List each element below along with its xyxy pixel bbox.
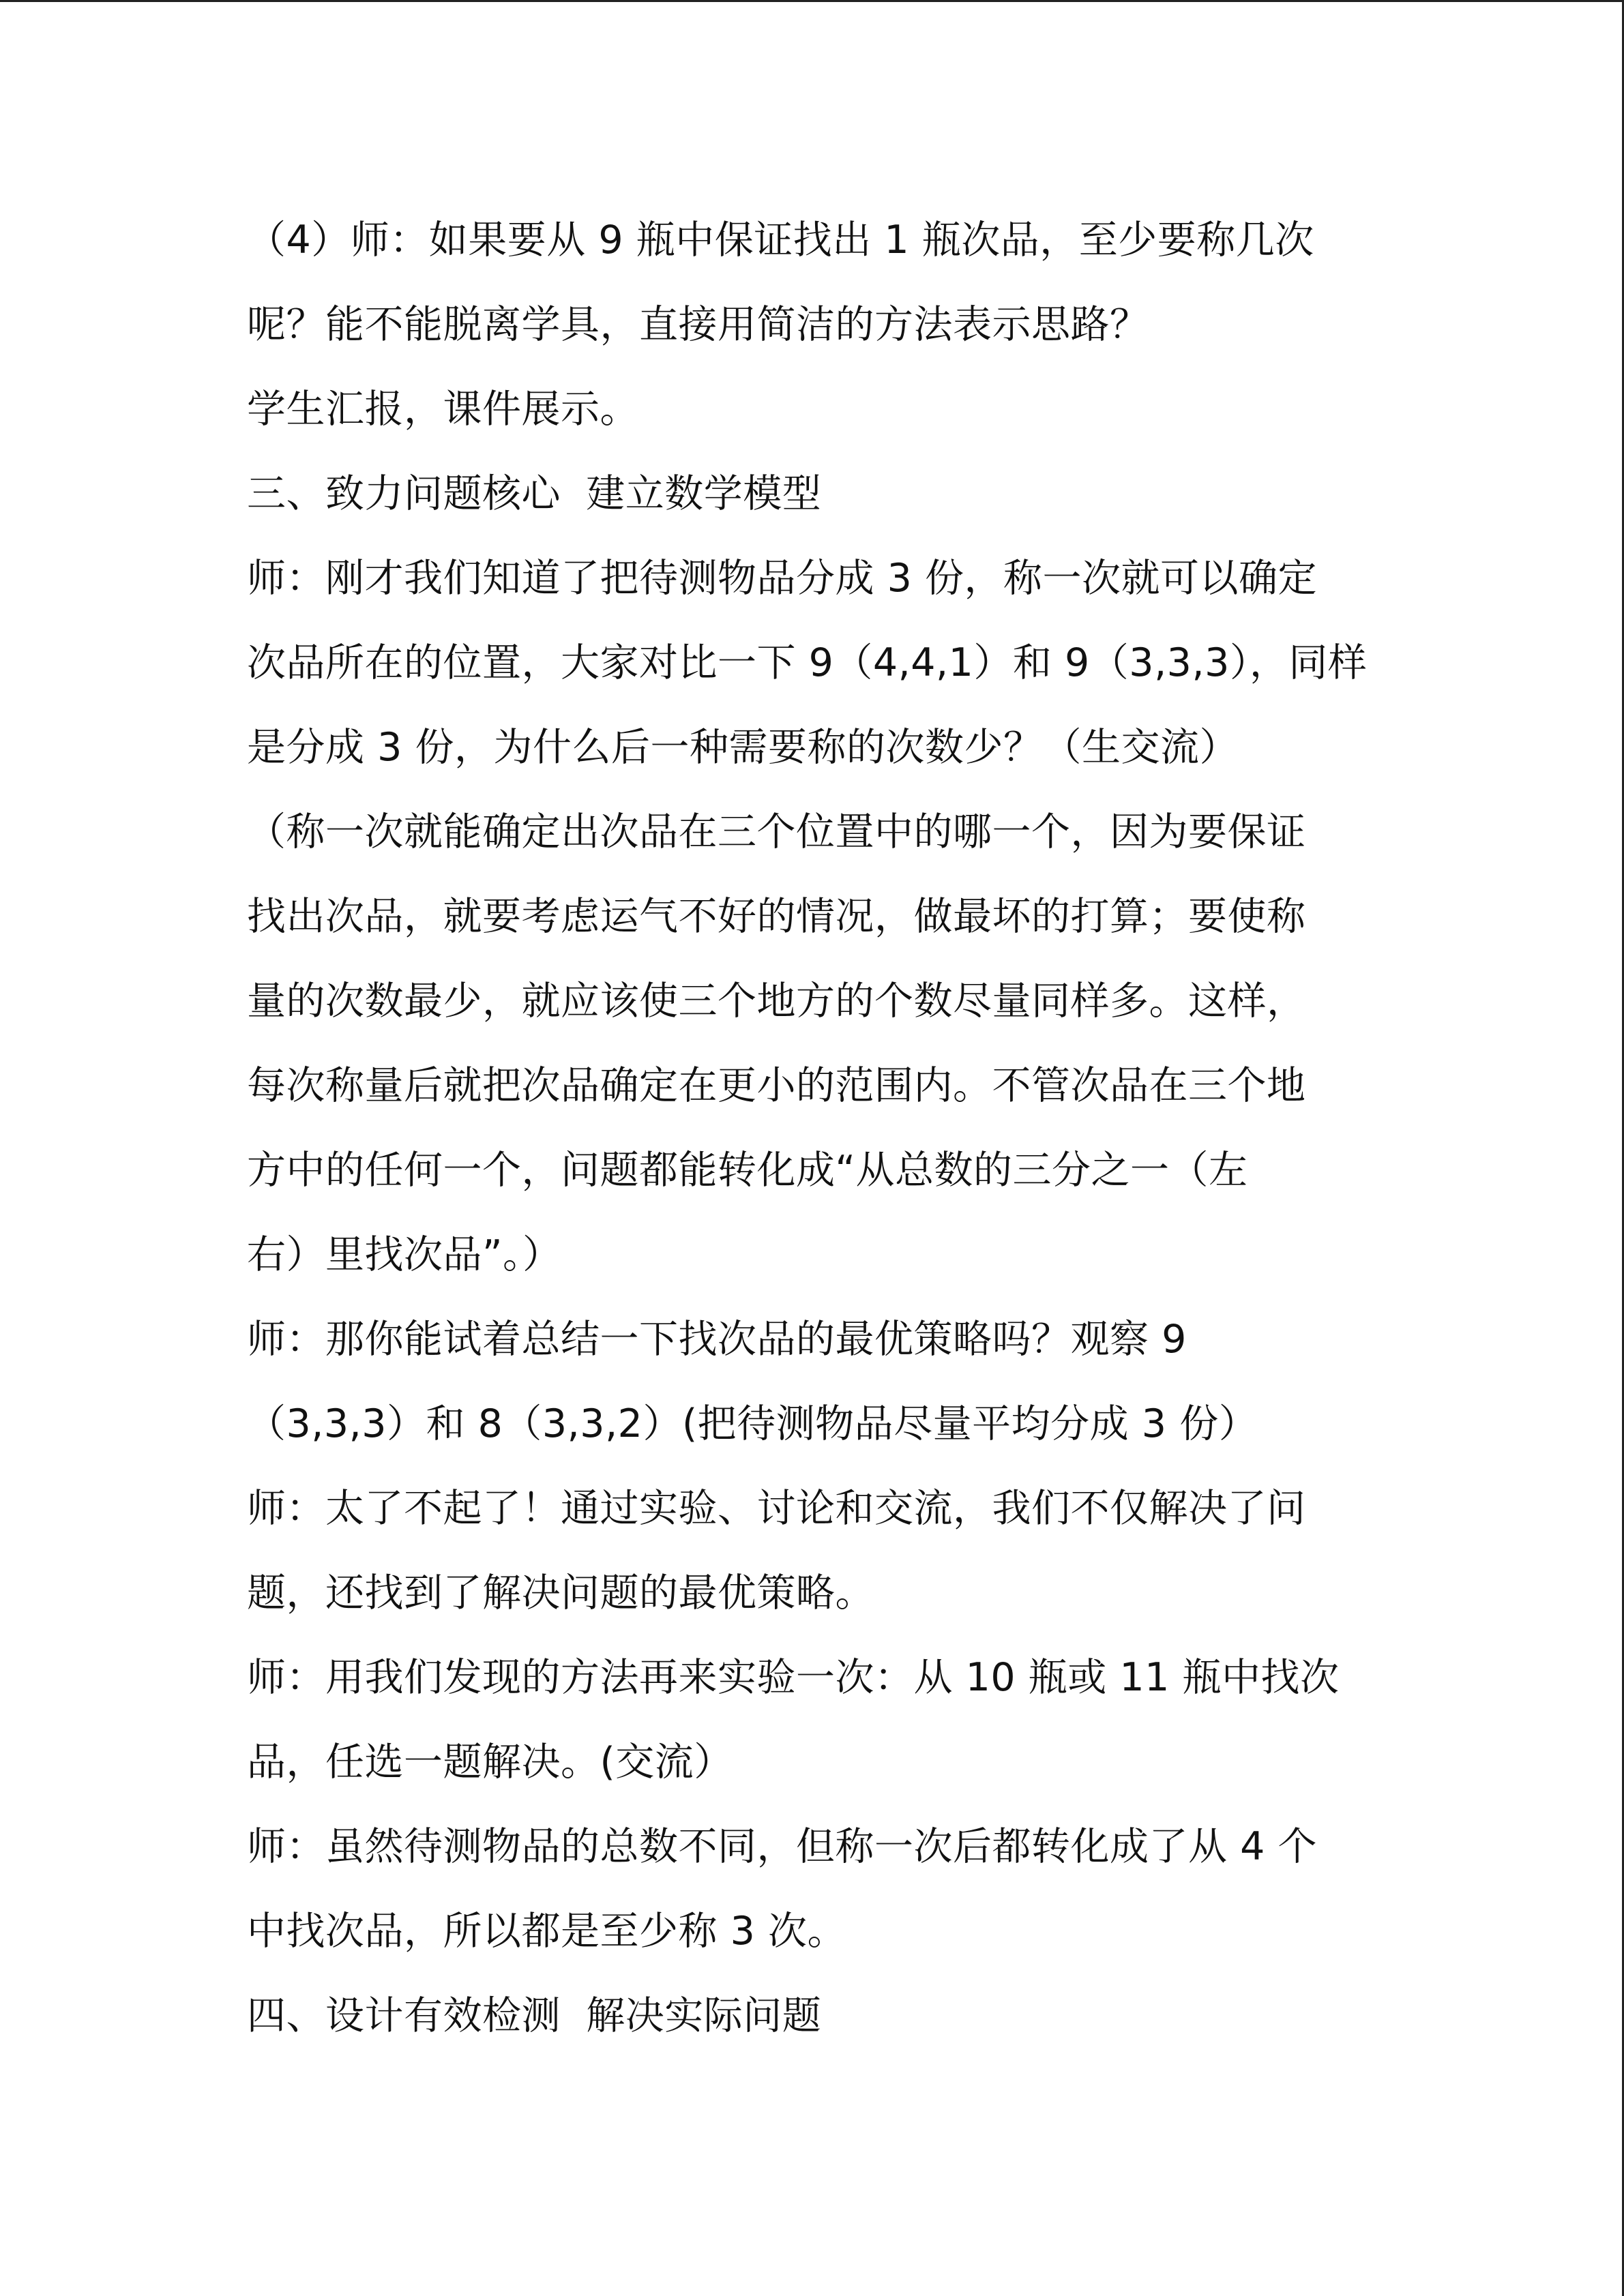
text-line: 找出次品，就要考虑运气不好的情况，做最坏的打算；要使称 <box>247 894 1306 939</box>
text-line: 师：刚才我们知道了把待测物品分成 3 份，称一次就可以确定 <box>247 556 1318 601</box>
text-line: （4）师：如果要从 9 瓶中保证找出 1 瓶次品，至少要称几次 <box>247 218 1314 263</box>
text-line: 右）里找次品”。） <box>247 1232 562 1277</box>
text-line: 品，任选一题解决。(交流） <box>247 1740 733 1785</box>
text-line: 呢？能不能脱离学具，直接用简洁的方法表示思路？ <box>247 302 1149 347</box>
document-body <box>247 198 1368 2058</box>
text-line: 是分成 3 份，为什么后一种需要称的次数少？（生交流） <box>247 725 1239 770</box>
text-line: 每次称量后就把次品确定在更小的范围内。不管次品在三个地 <box>247 1063 1306 1108</box>
text-line: 师：用我们发现的方法再来实验一次：从 10 瓶或 11 瓶中找次 <box>247 1655 1340 1700</box>
text-line: 中找次品，所以都是至少称 3 次。 <box>247 1909 847 1954</box>
text-line: （3,3,3）和 8（3,3,2）(把待测物品尽量平均分成 3 份） <box>247 1401 1258 1446</box>
text-line: 师：虽然待测物品的总数不同，但称一次后都转化成了从 4 个 <box>247 1824 1318 1869</box>
text-line: 师：太了不起了！通过实验、讨论和交流，我们不仅解决了问 <box>247 1486 1306 1531</box>
text-line: 量的次数最少，就应该使三个地方的个数尽量同样多。这样， <box>247 979 1306 1024</box>
page-border-top <box>0 0 1624 2</box>
section-heading: 三、致力问题核心 建立数学模型 <box>247 471 822 516</box>
text-line: 师：那你能试着总结一下找次品的最优策略吗？观察 9 <box>247 1317 1187 1362</box>
section-heading: 四、设计有效检测 解决实际问题 <box>247 1993 822 2038</box>
text-line: 学生汇报，课件展示。 <box>247 387 639 432</box>
text-line: 次品所在的位置，大家对比一下 9（4,4,1）和 9（3,3,3），同样 <box>247 640 1368 685</box>
text-line: （称一次就能确定出次品在三个位置中的哪一个，因为要保证 <box>247 809 1306 854</box>
text-line: 题，还找到了解决问题的最优策略。 <box>247 1570 874 1615</box>
text-line: 方中的任何一个，问题都能转化成“从总数的三分之一（左 <box>247 1148 1248 1193</box>
